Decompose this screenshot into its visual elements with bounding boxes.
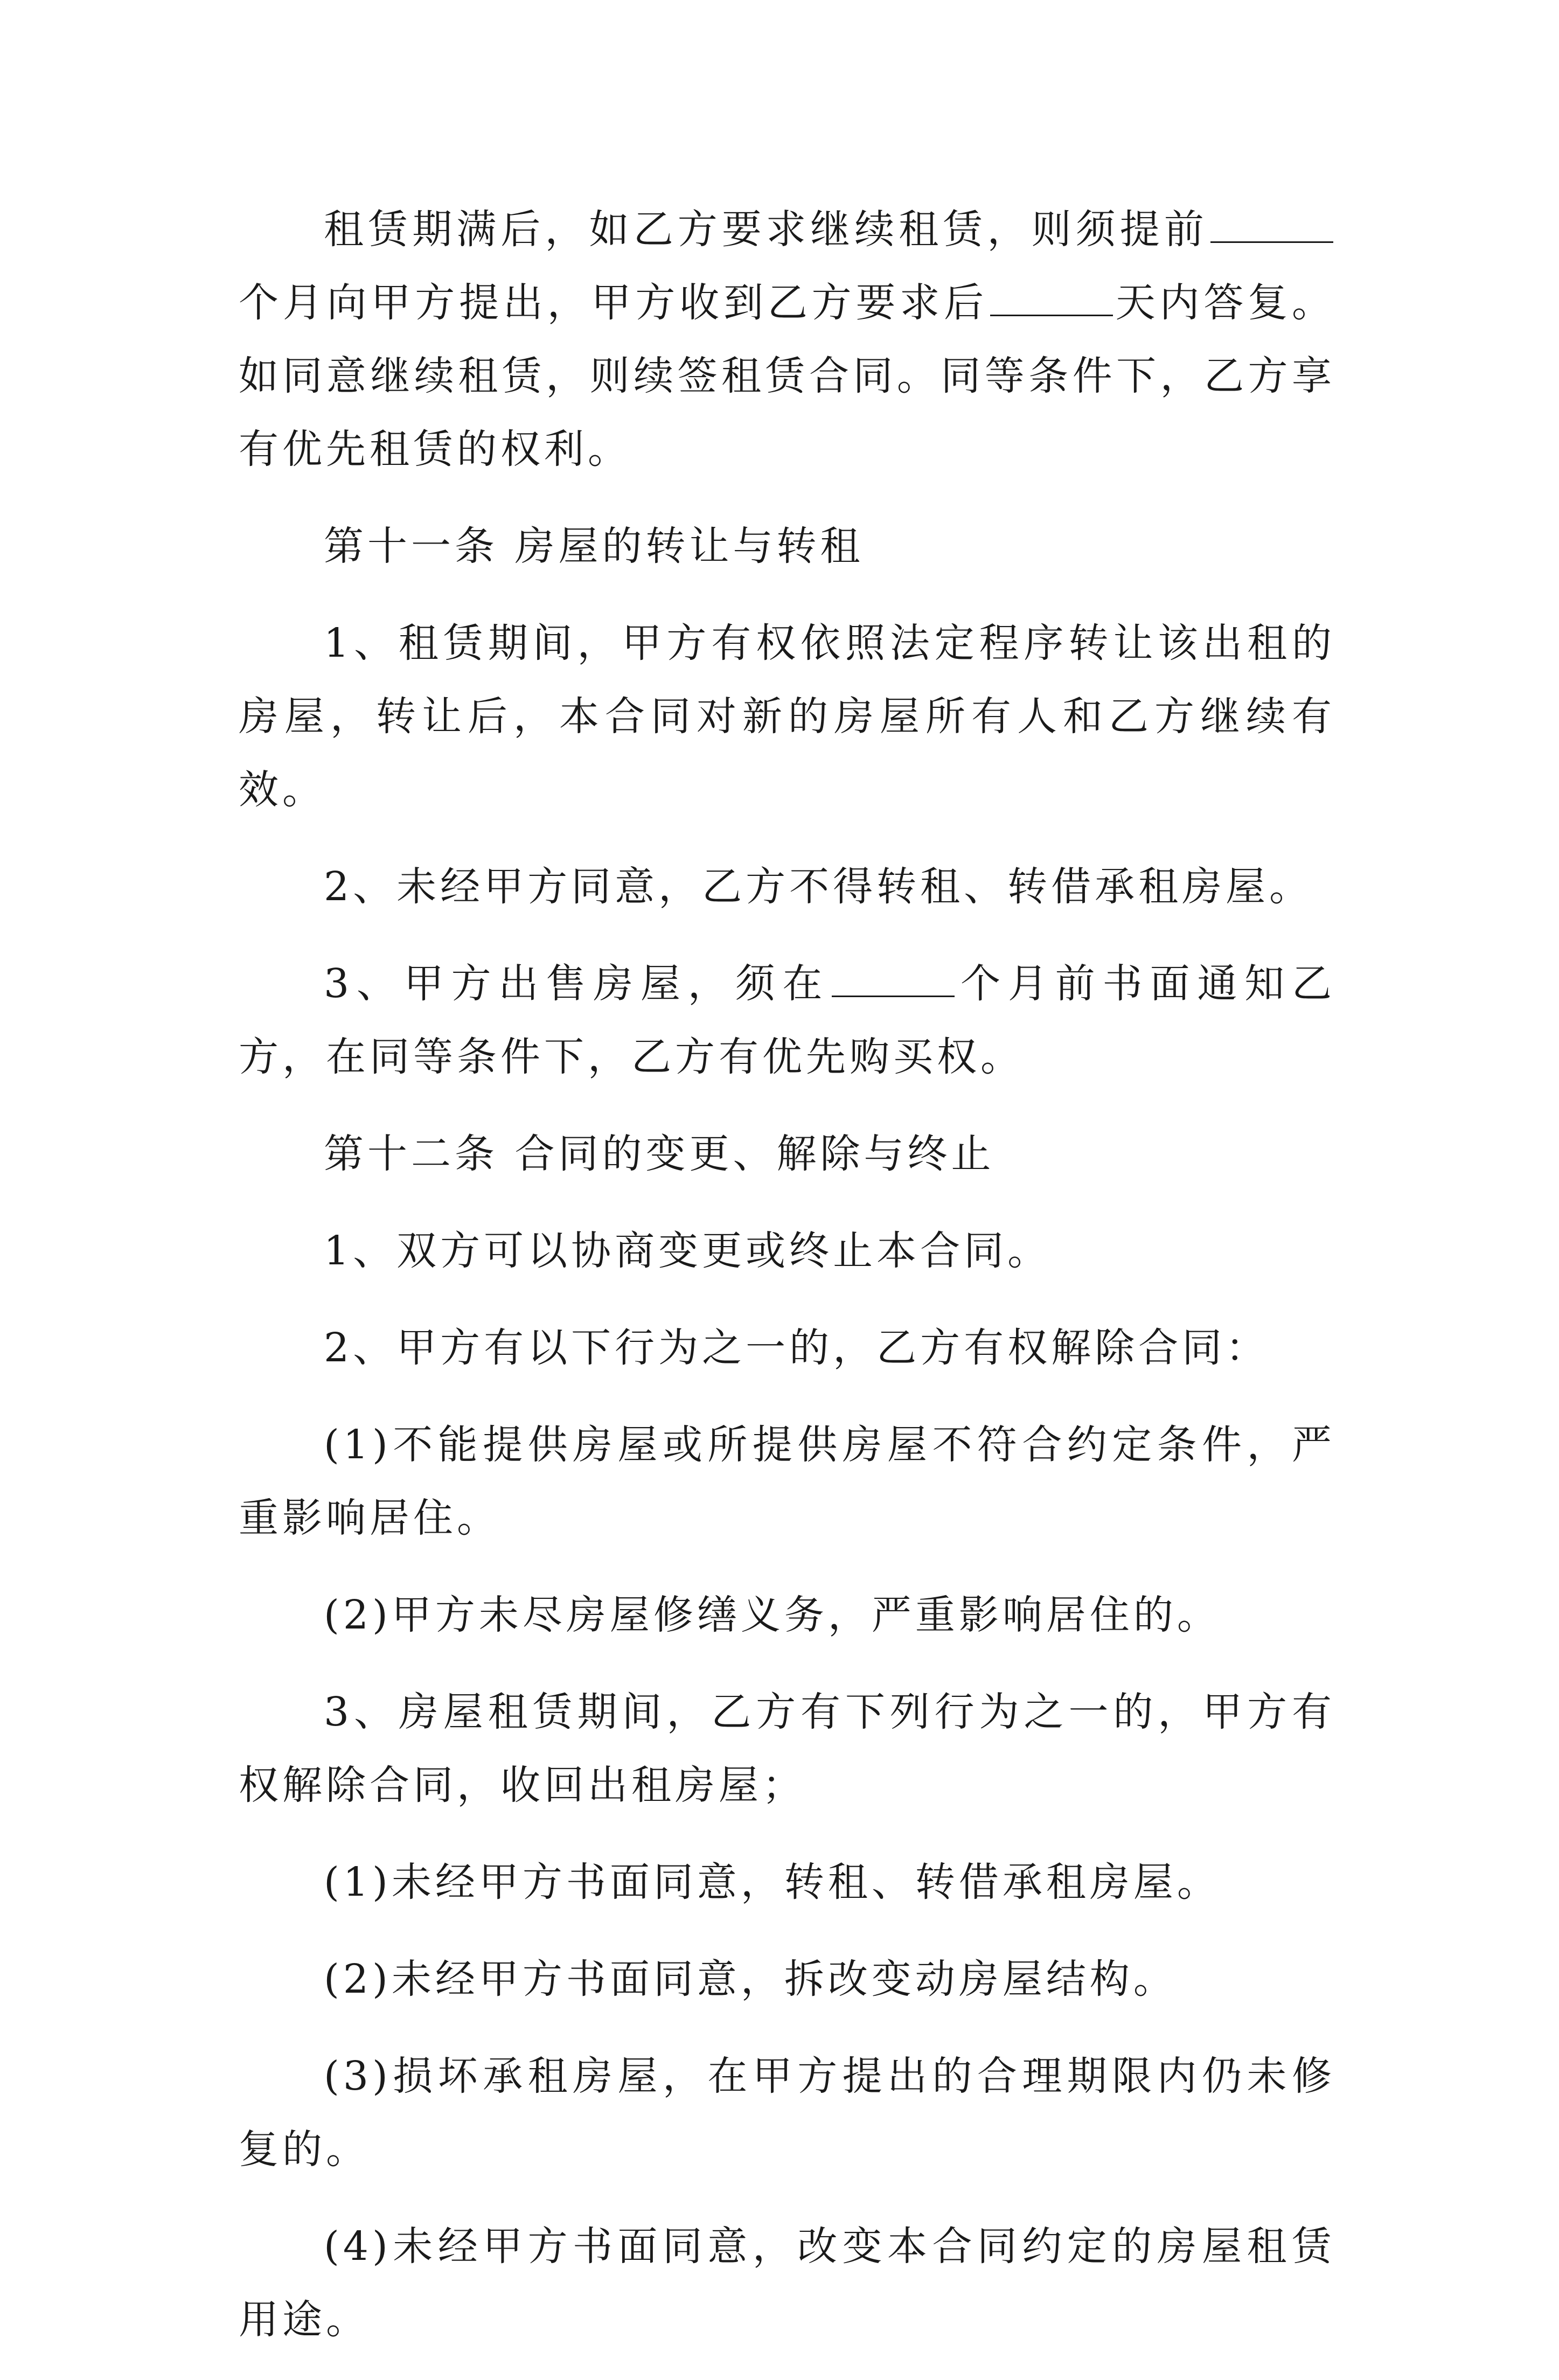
article-12-clause-2-item-1: (1)不能提供房屋或所提供房屋不符合约定条件，严重影响居住。 — [239, 1422, 1335, 1541]
article-11-clause-1: 1、租赁期间，甲方有权依照法定程序转让该出租的房屋，转让后，本合同对新的房屋所有人和乙方继续有效。 — [239, 620, 1335, 813]
text-segment: 个月向甲方提出，甲方收到乙方要求后 — [239, 280, 988, 326]
article-12-clause-3-item-3: (3)损坏承租房屋，在甲方提出的合理期限内仍未修复的。 — [239, 2053, 1335, 2173]
text-segment: 租赁期满后，如乙方要求继续租赁，则须提前 — [324, 206, 1208, 253]
blank-line — [832, 963, 955, 997]
renewal-paragraph — [239, 193, 1335, 486]
article-12-clause-3-item-4: (4)未经甲方书面同意，改变本合同约定的房屋租赁用途。 — [239, 2223, 1335, 2343]
article-12-clause-1: 1、双方可以协商变更或终止本合同。 — [324, 1228, 1052, 1274]
article-11-heading: 第十一条 房屋的转让与转租 — [324, 523, 864, 569]
text-segment: 天内答复。如同意继续租赁，则续签租赁合同。同等条件下，乙方享有优先租赁的权利。 — [239, 280, 1336, 472]
article-12-clause-2: 2、甲方有以下行为之一的，乙方有权解除合同： — [324, 1325, 1270, 1371]
article-11-clause-3 — [239, 947, 1335, 1094]
text-segment: 个月前书面通知乙方，在同等条件下，乙方有优先购买权。 — [239, 961, 1335, 1080]
article-12-heading: 第十二条 合同的变更、解除与终止 — [324, 1131, 995, 1177]
article-12-clause-3: 3、房屋租赁期间，乙方有下列行为之一的，甲方有权解除合同，收回出租房屋； — [239, 1689, 1335, 1808]
text-segment: 3、甲方出售房屋，须在 — [324, 961, 830, 1007]
article-12-clause-2-item-2: (2)甲方未尽房屋修缮义务，严重影响居住的。 — [324, 1592, 1221, 1638]
article-12-clause-3-item-1: (1)未经甲方书面同意，转租、转借承租房屋。 — [324, 1859, 1221, 1905]
article-11-clause-2: 2、未经甲方同意，乙方不得转租、转借承租房屋。 — [324, 864, 1313, 910]
article-12-clause-3-item-2: (2)未经甲方书面同意，拆改变动房屋结构。 — [324, 1956, 1177, 2002]
blank-line — [990, 282, 1113, 316]
document-body — [239, 193, 1335, 2380]
blank-line — [1210, 209, 1333, 243]
